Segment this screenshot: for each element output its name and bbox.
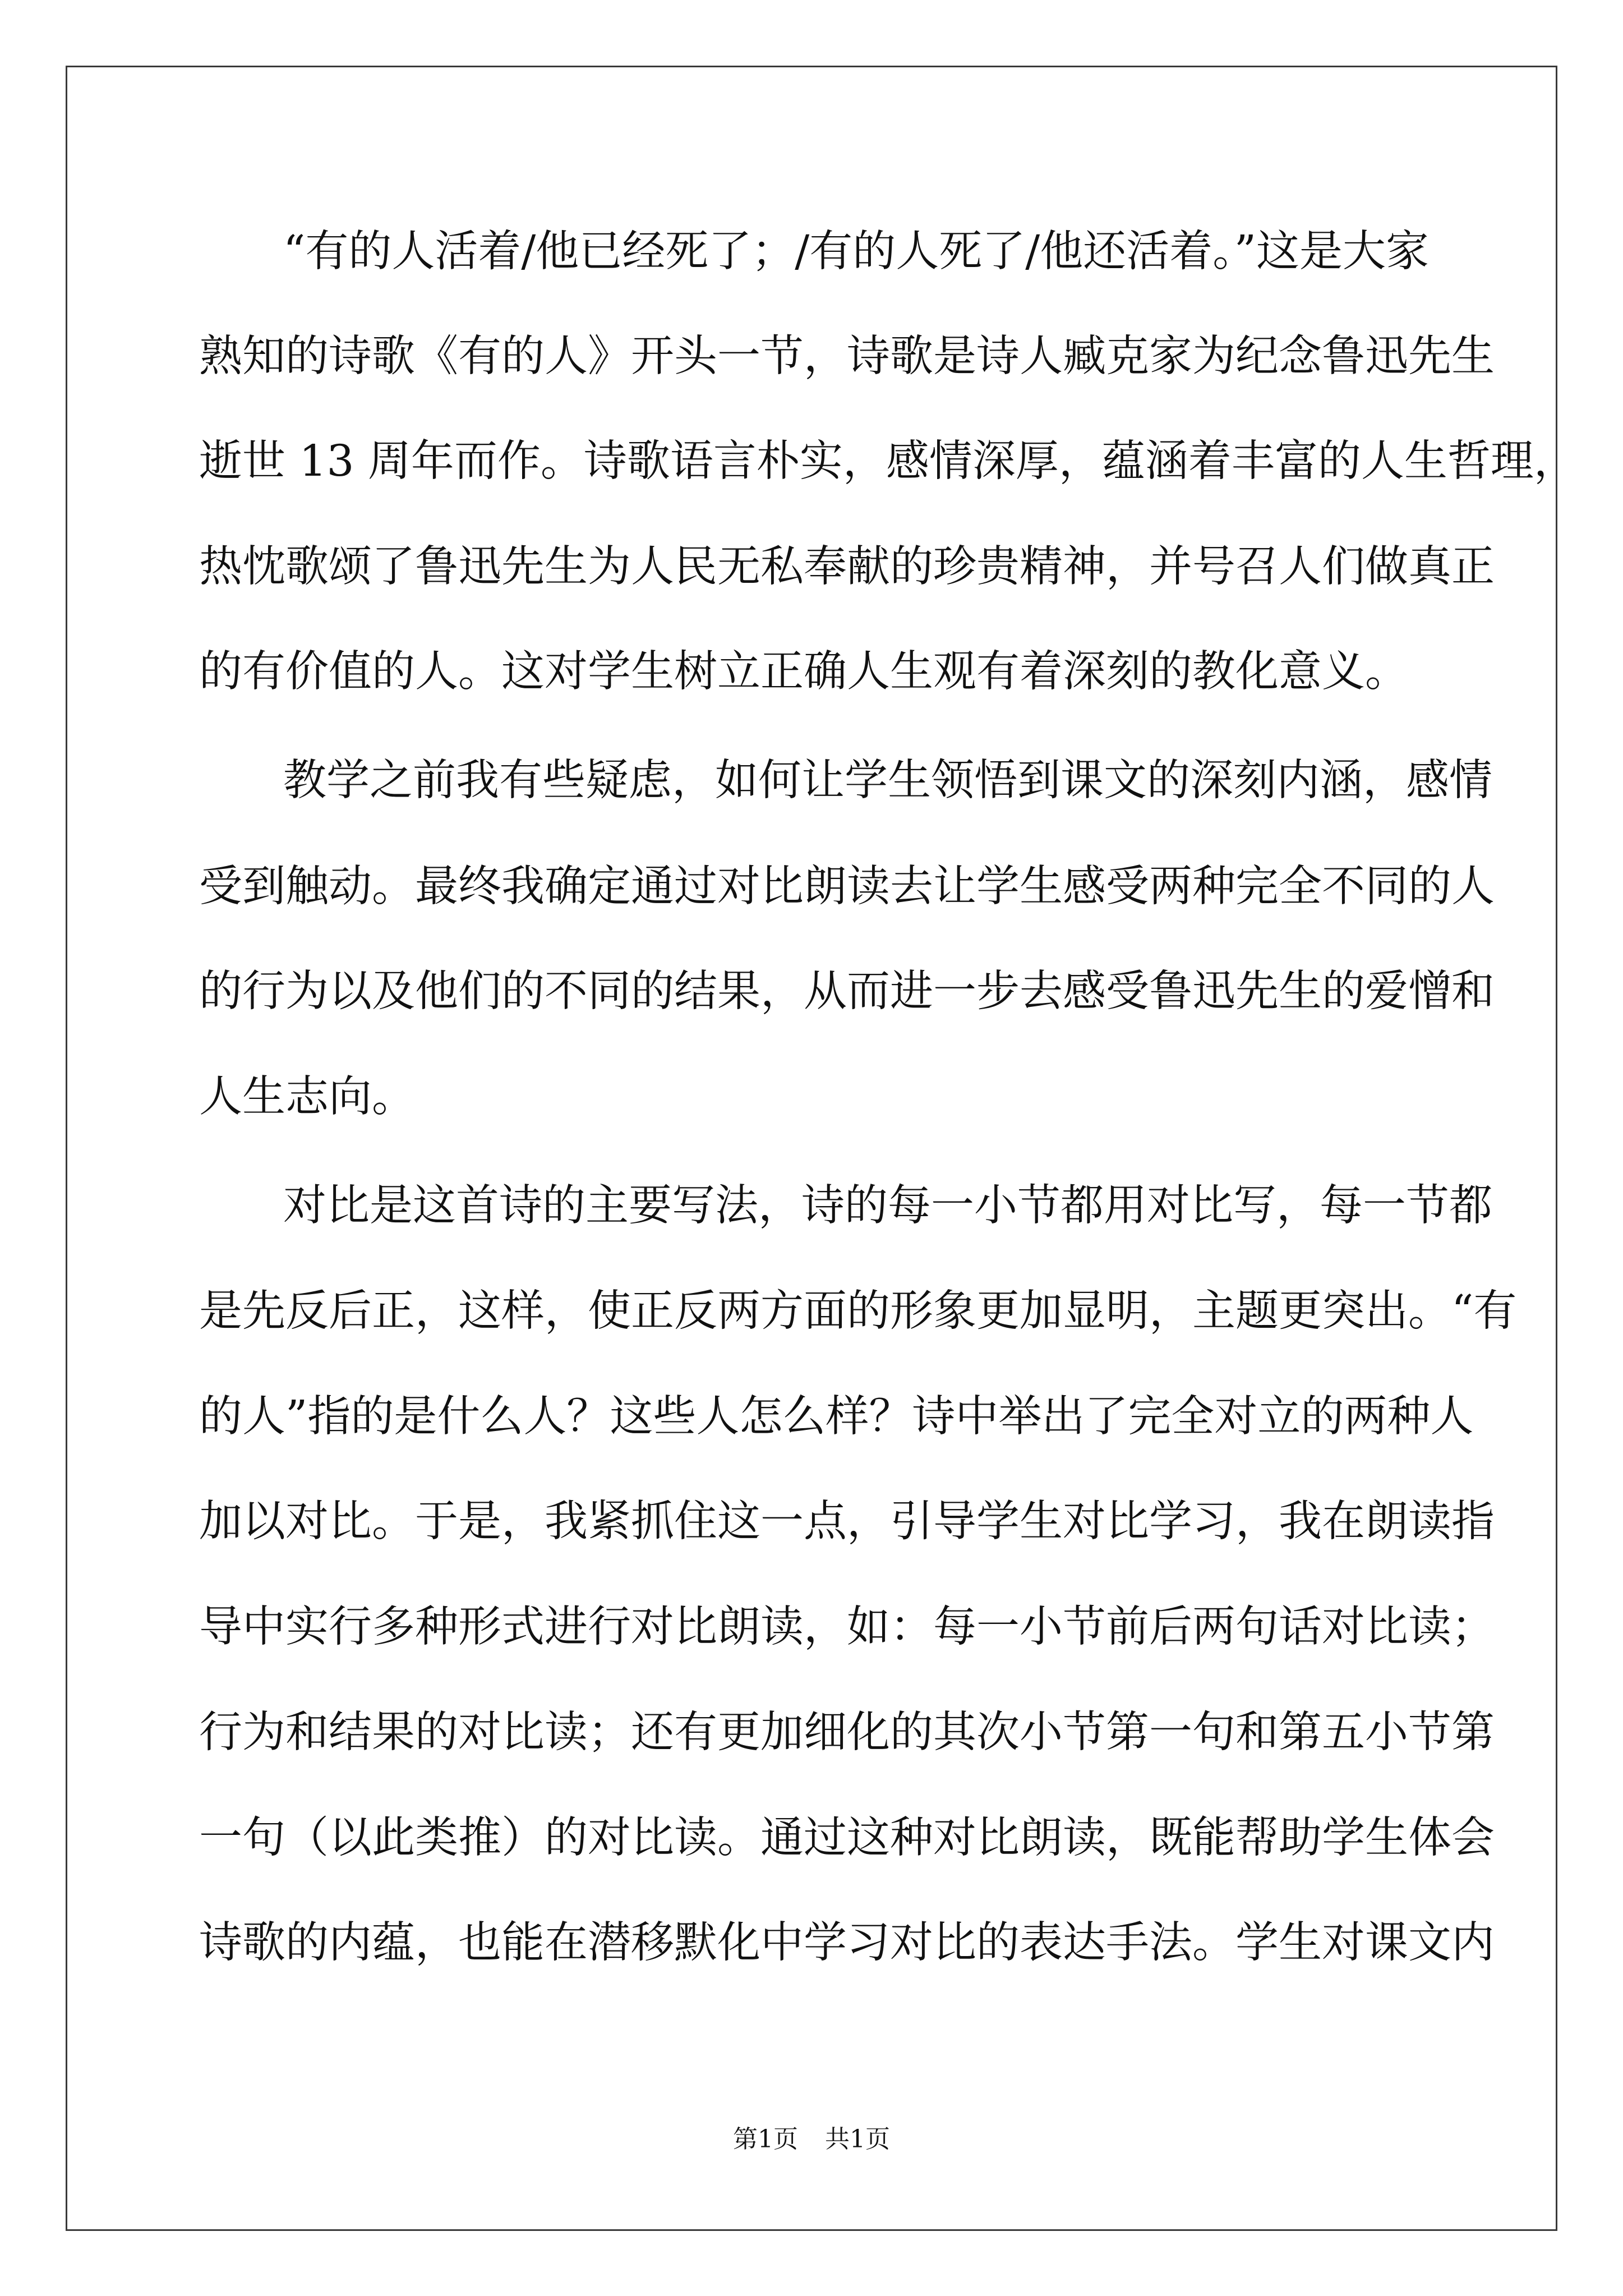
paragraph-2-line-3: 的行为以及他们的不同的结果，从而进一步去感受鲁迅先生的爱憎和: [199, 967, 1495, 1016]
paragraph-2-line-2: 受到触动。最终我确定通过对比朗读去让学生感受两种完全不同的人: [199, 862, 1495, 912]
paragraph-2-line-4: 人生志向。: [199, 1072, 415, 1122]
paragraph-1-line-1: “有的人活着/他已经死了；/有的人死了/他还活着。”这是大家: [283, 227, 1430, 277]
paragraph-3-line-3: 的人”指的是什么人？这些人怎么样？诗中举出了完全对立的两种人: [199, 1392, 1474, 1442]
paragraph-3-line-1: 对比是这首诗的主要写法，诗的每一小节都用对比写，每一节都: [283, 1181, 1492, 1231]
page-border: [66, 66, 1557, 2231]
paragraph-1-line-3: 逝世 13 周年而作。诗歌语言朴实，感情深厚，蕴涵着丰富的人生哲理，: [199, 436, 1577, 486]
paragraph-1-line-2: 熟知的诗歌《有的人》开头一节，诗歌是诗人臧克家为纪念鲁迅先生: [199, 332, 1495, 381]
paragraph-1-line-5: 的有价值的人。这对学生树立正确人生观有着深刻的教化意义。: [199, 647, 1408, 697]
page-total: 共1页: [825, 2125, 890, 2154]
paragraph-3-line-4: 加以对比。于是，我紧抓住这一点，引导学生对比学习，我在朗读指: [199, 1497, 1495, 1547]
page-number: 第1页: [733, 2125, 798, 2154]
paragraph-3-line-6: 行为和结果的对比读；还有更加细化的其次小节第一句和第五小节第: [199, 1708, 1495, 1757]
paragraph-3-line-2: 是先反后正，这样，使正反两方面的形象更加显明，主题更突出。“有: [199, 1286, 1517, 1336]
paragraph-3-line-7: 一句（以此类推）的对比读。通过这种对比朗读，既能帮助学生体会: [199, 1813, 1495, 1863]
paragraph-1-line-4: 热忱歌颂了鲁迅先生为人民无私奉献的珍贵精神，并号召人们做真正: [199, 542, 1495, 592]
paragraph-3-line-8: 诗歌的内蕴，也能在潜移默化中学习对比的表达手法。学生对课文内: [199, 1918, 1495, 1968]
page-footer: [0, 2127, 1623, 2152]
paragraph-3-line-5: 导中实行多种形式进行对比朗读，如：每一小节前后两句话对比读；: [199, 1602, 1495, 1652]
paragraph-2-line-1: 教学之前我有些疑虑，如何让学生领悟到课文的深刻内涵，感情: [283, 756, 1492, 806]
